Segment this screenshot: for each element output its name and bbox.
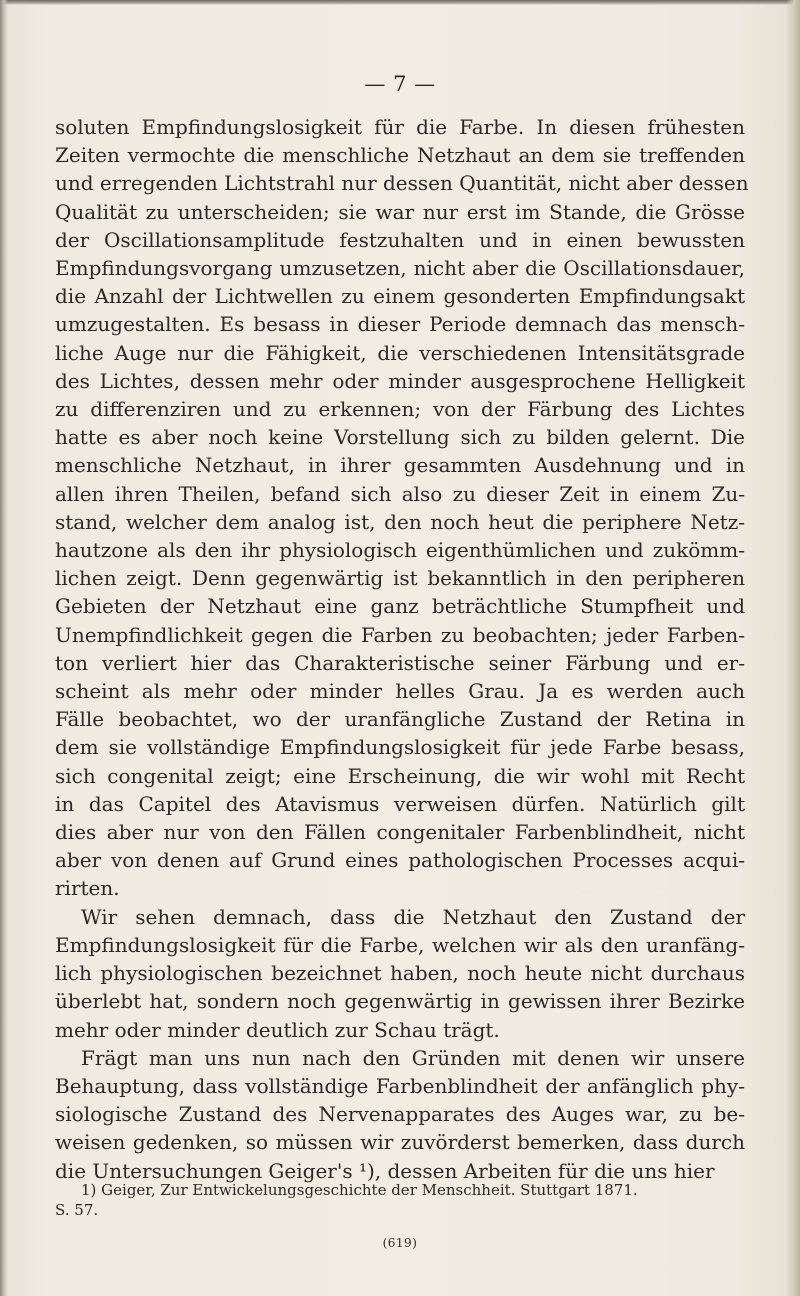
text-line: Zeiten vermochte die menschliche Netzhaut an dem sie treffenden xyxy=(55,143,745,168)
text-line: Behauptung, dass vollständige Farbenblindheit der anfänglich phy- xyxy=(55,1073,745,1098)
text-line: umzugestalten. Es besass in dieser Periode demnach das mensch- xyxy=(55,312,745,337)
text-line: liche Auge nur die Fähigkeit, die verschiedenen Intensitätsgrade xyxy=(55,340,745,365)
footnote-line: S. 57. xyxy=(55,1201,99,1219)
footnote xyxy=(55,1180,745,1220)
page-number: — 7 — xyxy=(364,72,436,96)
page-top-edge xyxy=(0,0,800,5)
text-line: und erregenden Lichtstrahl nur dessen Quantität, nicht aber dessen xyxy=(55,171,749,196)
text-line: sich congenital zeigt; eine Erscheinung, die wir wohl mit Recht xyxy=(55,763,745,788)
text-line: hatte es aber noch keine Vorstellung sich zu bilden gelernt. Die xyxy=(55,425,745,450)
text-line: Empfindungsvorgang umzusetzen, nicht aber die Oscillationsdauer, xyxy=(55,256,745,281)
page-right-edge xyxy=(786,0,800,1296)
text-line: die Untersuchungen Geiger's ¹), dessen Arbeiten für die uns hier xyxy=(55,1158,715,1183)
text-line: aber von denen auf Grund eines pathologischen Processes acqui- xyxy=(55,848,745,873)
page-left-edge xyxy=(0,0,8,1296)
text-line: in das Capitel des Atavismus verweisen dürfen. Natürlich gilt xyxy=(55,791,745,816)
text-line: menschliche Netzhaut, in ihrer gesammten Ausdehnung und in xyxy=(55,453,745,478)
text-line: rirten. xyxy=(55,876,120,901)
text-line: mehr oder minder deutlich zur Schau trägt. xyxy=(55,1017,500,1042)
text-line: zu differenziren und zu erkennen; von der Färbung des Lichtes xyxy=(55,397,745,422)
text-line: der Oscillationsamplitude festzuhalten und in einen bewussten xyxy=(55,227,745,252)
text-line: ton verliert hier das Charakteristische seiner Färbung und er- xyxy=(55,650,745,675)
text-line: dem sie vollständige Empfindungslosigkeit für jede Farbe besass, xyxy=(55,735,745,760)
footnote-line: 1) Geiger, Zur Entwickelungsgeschichte der Menschheit. Stuttgart 1871. xyxy=(81,1181,638,1199)
text-line: Gebieten der Netzhaut eine ganz beträchtliche Stumpfheit und xyxy=(55,594,745,619)
text-line: soluten Empfindungslosigkeit für die Farbe. In diesen frühesten xyxy=(55,115,745,139)
text-line: lich physiologischen bezeichnet haben, noch heute nicht durchaus xyxy=(55,961,745,986)
text-line: Unempfindlichkeit gegen die Farben zu beobachten; jeder Farben- xyxy=(55,622,745,647)
text-line: scheint als mehr oder minder helles Grau. Ja es werden auch xyxy=(55,679,745,704)
text-line: weisen gedenken, so müssen wir zuvörderst bemerken, dass durch xyxy=(55,1130,745,1155)
text-line: Frägt man uns nun nach den Gründen mit denen wir unsere xyxy=(81,1045,745,1070)
text-line: siologische Zustand des Nervenapparates des Auges war, zu be- xyxy=(55,1102,745,1127)
text-line: stand, welcher dem analog ist, den noch heut die periphere Netz- xyxy=(55,509,745,534)
text-line: die Anzahl der Lichtwellen zu einem gesonderten Empfindungsakt xyxy=(55,284,745,309)
printer-mark: (619) xyxy=(382,1236,418,1250)
text-line: hautzone als den ihr physiologisch eigenthümlichen und zukömm- xyxy=(55,538,745,563)
text-line: Qualität zu unterscheiden; sie war nur erst im Stande, die Grösse xyxy=(55,199,745,224)
body-text xyxy=(55,113,749,1185)
text-line: lichen zeigt. Denn gegenwärtig ist bekanntlich in den peripheren xyxy=(55,566,745,591)
text-line: dies aber nur von den Fällen congenitaler Farbenblindheit, nicht xyxy=(55,820,745,845)
text-line: allen ihren Theilen, befand sich also zu dieser Zeit in einem Zu- xyxy=(55,481,745,506)
text-line: des Lichtes, dessen mehr oder minder ausgesprochene Helligkeit xyxy=(55,368,745,393)
text-line: Empfindungslosigkeit für die Farbe, welchen wir als den uranfäng- xyxy=(55,932,745,957)
text-line: überlebt hat, sondern noch gegenwärtig in gewissen ihrer Bezirke xyxy=(55,989,745,1014)
text-line: Wir sehen demnach, dass die Netzhaut den Zustand der xyxy=(81,904,745,929)
text-line: Fälle beobachtet, wo der uranfängliche Zustand der Retina in xyxy=(55,707,745,732)
